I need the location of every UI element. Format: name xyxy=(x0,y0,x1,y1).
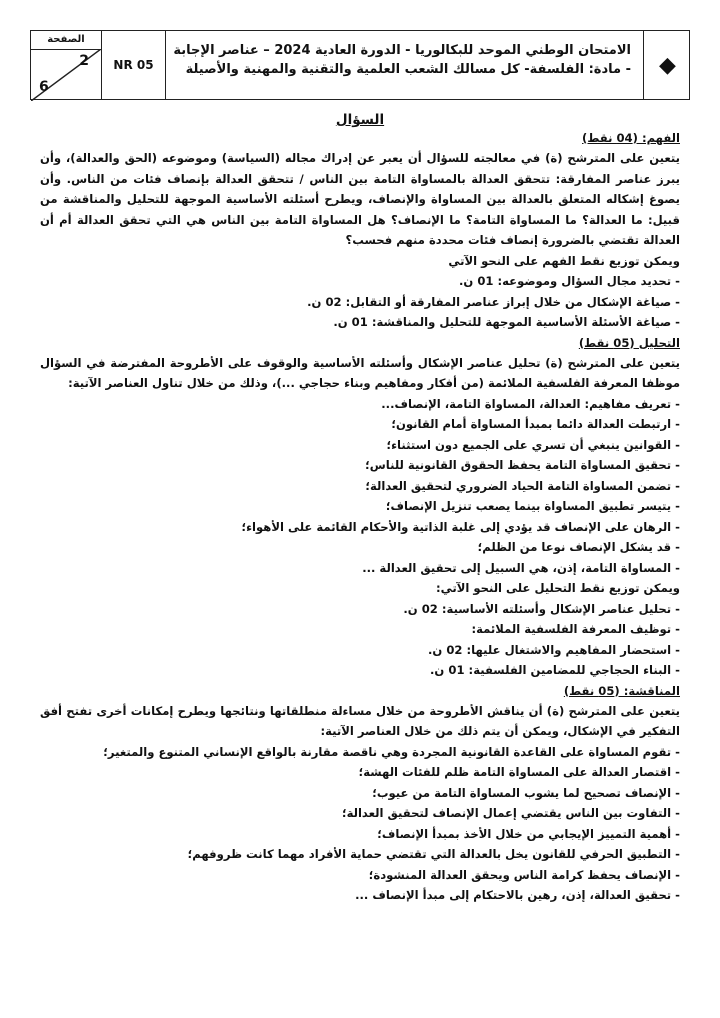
list-item: - استحضار المفاهيم والاشتغال عليها: 02 ن. xyxy=(428,642,680,657)
understanding-heading: الفهم: (04 نقط) xyxy=(582,131,680,145)
diamond-icon: ◆ xyxy=(643,31,691,99)
exam-title-box xyxy=(165,31,643,99)
list-item: - يتيسر تطبيق المساواة بينما يصعب تنزيل الإنصاف؛ xyxy=(385,499,680,513)
list-item: - القوانين ينبغي أن تسري على الجميع دون استثناء؛ xyxy=(386,437,680,452)
exam-header xyxy=(30,30,690,100)
list-item: - الإنصاف يحفظ كرامة الناس ويحقق العدالة المنشودة؛ xyxy=(368,867,680,882)
analysis-paragraph: يتعين على المترشح (ة) تحليل عناصر الإشكال وأسئلته الأساسية والوقوف على الأطروحة المفترضة في السؤال موظفا المعرفة الفلسفية الملائمة (من أفكار ومفاهيم وبناء حجاجي ...)، وذلك من خلال تناول العناصر الآتية: xyxy=(40,355,680,390)
page-current: 2 xyxy=(79,53,89,69)
list-item: - الرهان على الإنصاف قد يؤدي إلى غلبة الذاتية والأحكام القائمة على الأهواء؛ xyxy=(241,519,680,534)
discussion-paragraph: يتعين على المترشح (ة) أن يناقش الأطروحة من خلال مساءلة منطلقاتها ونتائجها ويطرح إمكانات أخرى تفتح أفق التفكير في الإشكال، ويمكن أن يتم ذلك من خلال العناصر الآتية: xyxy=(40,703,680,738)
list-item: - تحليل عناصر الإشكال وأسئلته الأساسية: 02 ن. xyxy=(403,601,680,616)
list-item: - تضمن المساواة التامة الحياد الضروري لتحقيق العدالة؛ xyxy=(365,478,680,493)
understanding-distribution-intro: ويمكن توزيع نقط الفهم على النحو الآتي xyxy=(448,253,680,268)
discussion-heading: المناقشة: (05 نقط) xyxy=(563,683,680,698)
list-item: - اقتصار العدالة على المساواة التامة ظلم للفئات الهشة؛ xyxy=(358,765,680,779)
list-item: - صياغة الأسئلة الأساسية الموجهة للتحليل والمناقشة: 01 ن. xyxy=(333,315,680,329)
list-item: - تعريف مفاهيم: العدالة، المساواة التامة، الإنصاف... xyxy=(381,396,680,411)
list-item: - الإنصاف تصحيح لما يشوب المساواة التامة من عيوب؛ xyxy=(372,785,680,800)
list-item: - صياغة الإشكال من خلال إبراز عناصر المفارقة أو التقابل: 02 ن. xyxy=(307,294,680,309)
list-item: - تقوم المساواة على القاعدة القانونية المجردة وهي ناقصة مقارنة بالواقع الإنساني المتنوع والمتغير؛ xyxy=(103,744,680,759)
page-total: 6 xyxy=(39,79,49,95)
analysis-heading: التحليل (05 نقط) xyxy=(578,335,680,350)
exam-title-line1: الامتحان الوطني الموحد للبكالوريا - الدورة العادية 2024 – عناصر الإجابة xyxy=(173,43,631,58)
exam-code: NR 05 xyxy=(101,31,165,99)
answer-document xyxy=(40,112,680,906)
list-item: - التطبيق الحرفي للقانون يخل بالعدالة التي تقتضي حماية الأفراد مهما كانت ظروفهم؛ xyxy=(187,847,680,861)
page-label: الصفحة xyxy=(31,33,101,50)
page-number-box xyxy=(31,31,101,99)
list-item: - تحقيق العدالة، إذن، رهين بالاحتكام إلى مبدأ الإنصاف ... xyxy=(355,888,680,902)
list-item: - المساواة التامة، إذن، هي السبيل إلى تحقيق العدالة ... xyxy=(362,560,680,575)
analysis-distribution-intro: ويمكن توزيع نقط التحليل على النحو الآتي: xyxy=(435,581,680,595)
list-item: - قد يشكل الإنصاف نوعا من الظلم؛ xyxy=(477,540,680,554)
list-item: - التفاوت بين الناس يقتضي إعمال الإنصاف لتحقيق العدالة؛ xyxy=(341,806,680,820)
list-item: - تحديد مجال السؤال وموضوعه: 01 ن. xyxy=(458,274,680,288)
section-title: السؤال xyxy=(335,112,385,128)
list-item: - ارتبطت العدالة دائما بمبدأ المساواة أمام القانون؛ xyxy=(391,417,680,431)
list-item: - البناء الحجاجي للمضامين الفلسفية: 01 ن. xyxy=(430,663,680,677)
list-item: - توظيف المعرفة الفلسفية الملائمة: xyxy=(471,622,680,636)
exam-title-line2: - مادة: الفلسفة- كل مسالك الشعب العلمية والتقنية والمهنية والأصيلة xyxy=(185,62,631,77)
list-item: - تحقيق المساواة التامة يحفظ الحقوق القانونية للناس؛ xyxy=(365,458,680,472)
list-item: - أهمية التمييز الإيجابي من خلال الأخذ بمبدأ الإنصاف؛ xyxy=(377,826,680,841)
understanding-paragraph: يتعين على المترشح (ة) في معالجته للسؤال أن يعبر عن إدراك مجاله (السياسة) وموضوعه (الحق والعدالة)، وأن يبرز عناصر المفارقة: تتحقق العدالة بالمساواة التامة بين الناس / تتحقق العدالة بإنصاف فئات من الناس. وأن يصوغ إشكاله المتعلق بالعدالة بين المساواة والإنصاف، ويطرح أسئلته الأساسية الموجهة للتحليل والمناقشة من قبيل: ما العدالة؟ ما المساواة التامة؟ ما الإنصاف؟ هل المساواة التامة بين الناس هي التي تحقق العدالة أم أن العدالة تقتضي بالضرورة إنصاف فئات محددة منهم فحسب؟ xyxy=(40,151,680,247)
